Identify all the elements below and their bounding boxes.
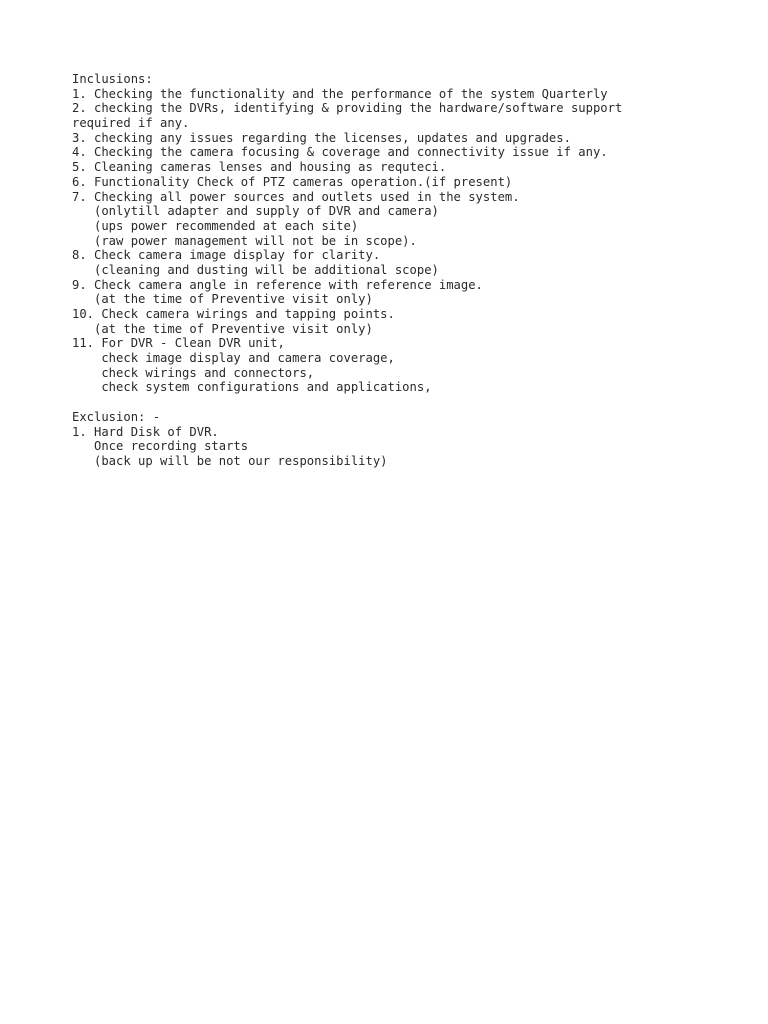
section-spacer xyxy=(72,395,752,410)
inclusion-line: 1. Checking the functionality and the performance of the system Quarterly xyxy=(72,86,608,101)
inclusion-line: 7. Checking all power sources and outlets used in the system. xyxy=(72,189,520,204)
inclusion-line: (at the time of Preventive visit only) xyxy=(72,321,373,336)
inclusion-line: required if any. xyxy=(72,116,190,131)
inclusion-line: (raw power management will not be in scope). xyxy=(72,233,417,248)
exclusion-line: (back up will be not our responsibility) xyxy=(72,453,388,468)
inclusions-section xyxy=(72,72,752,395)
exclusion-line: Once recording starts xyxy=(72,439,249,454)
inclusion-line: check image display and camera coverage, xyxy=(72,351,395,366)
inclusion-line: 11. For DVR - Clean DVR unit, xyxy=(72,336,285,351)
inclusion-line: 10. Check camera wirings and tapping points. xyxy=(72,307,395,321)
exclusion-line: 1. Hard Disk of DVR. xyxy=(72,424,219,439)
inclusion-line: (at the time of Preventive visit only) xyxy=(72,292,373,307)
inclusion-line: 5. Cleaning cameras lenses and housing as requteci. xyxy=(72,160,447,175)
inclusion-line: 3. checking any issues regarding the licenses, updates and upgrades. xyxy=(72,130,571,145)
inclusion-line: check wirings and connectors, xyxy=(72,365,315,380)
inclusion-line: 2. checking the DVRs, identifying & providing the hardware/software support xyxy=(72,101,623,116)
inclusion-line: 8. Check camera image display for clarity. xyxy=(72,248,381,263)
exclusions-section xyxy=(72,410,752,469)
inclusion-line: check system configurations and applications, xyxy=(72,380,432,395)
inclusion-line: (cleaning and dusting will be additional scope) xyxy=(72,262,439,277)
exclusions-heading: Exclusion: - xyxy=(72,409,161,424)
inclusion-line: 6. Functionality Check of PTZ cameras operation.(if present) xyxy=(72,174,513,189)
inclusion-line: (ups power recommended at each site) xyxy=(72,218,359,233)
inclusion-line: (onlytill adapter and supply of DVR and camera) xyxy=(72,204,439,219)
inclusion-line: 4. Checking the camera focusing & coverage and connectivity issue if any. xyxy=(72,145,608,160)
inclusions-heading: Inclusions: xyxy=(72,72,153,86)
document-page xyxy=(72,72,752,469)
inclusion-line: 9. Check camera angle in reference with reference image. xyxy=(72,277,483,292)
